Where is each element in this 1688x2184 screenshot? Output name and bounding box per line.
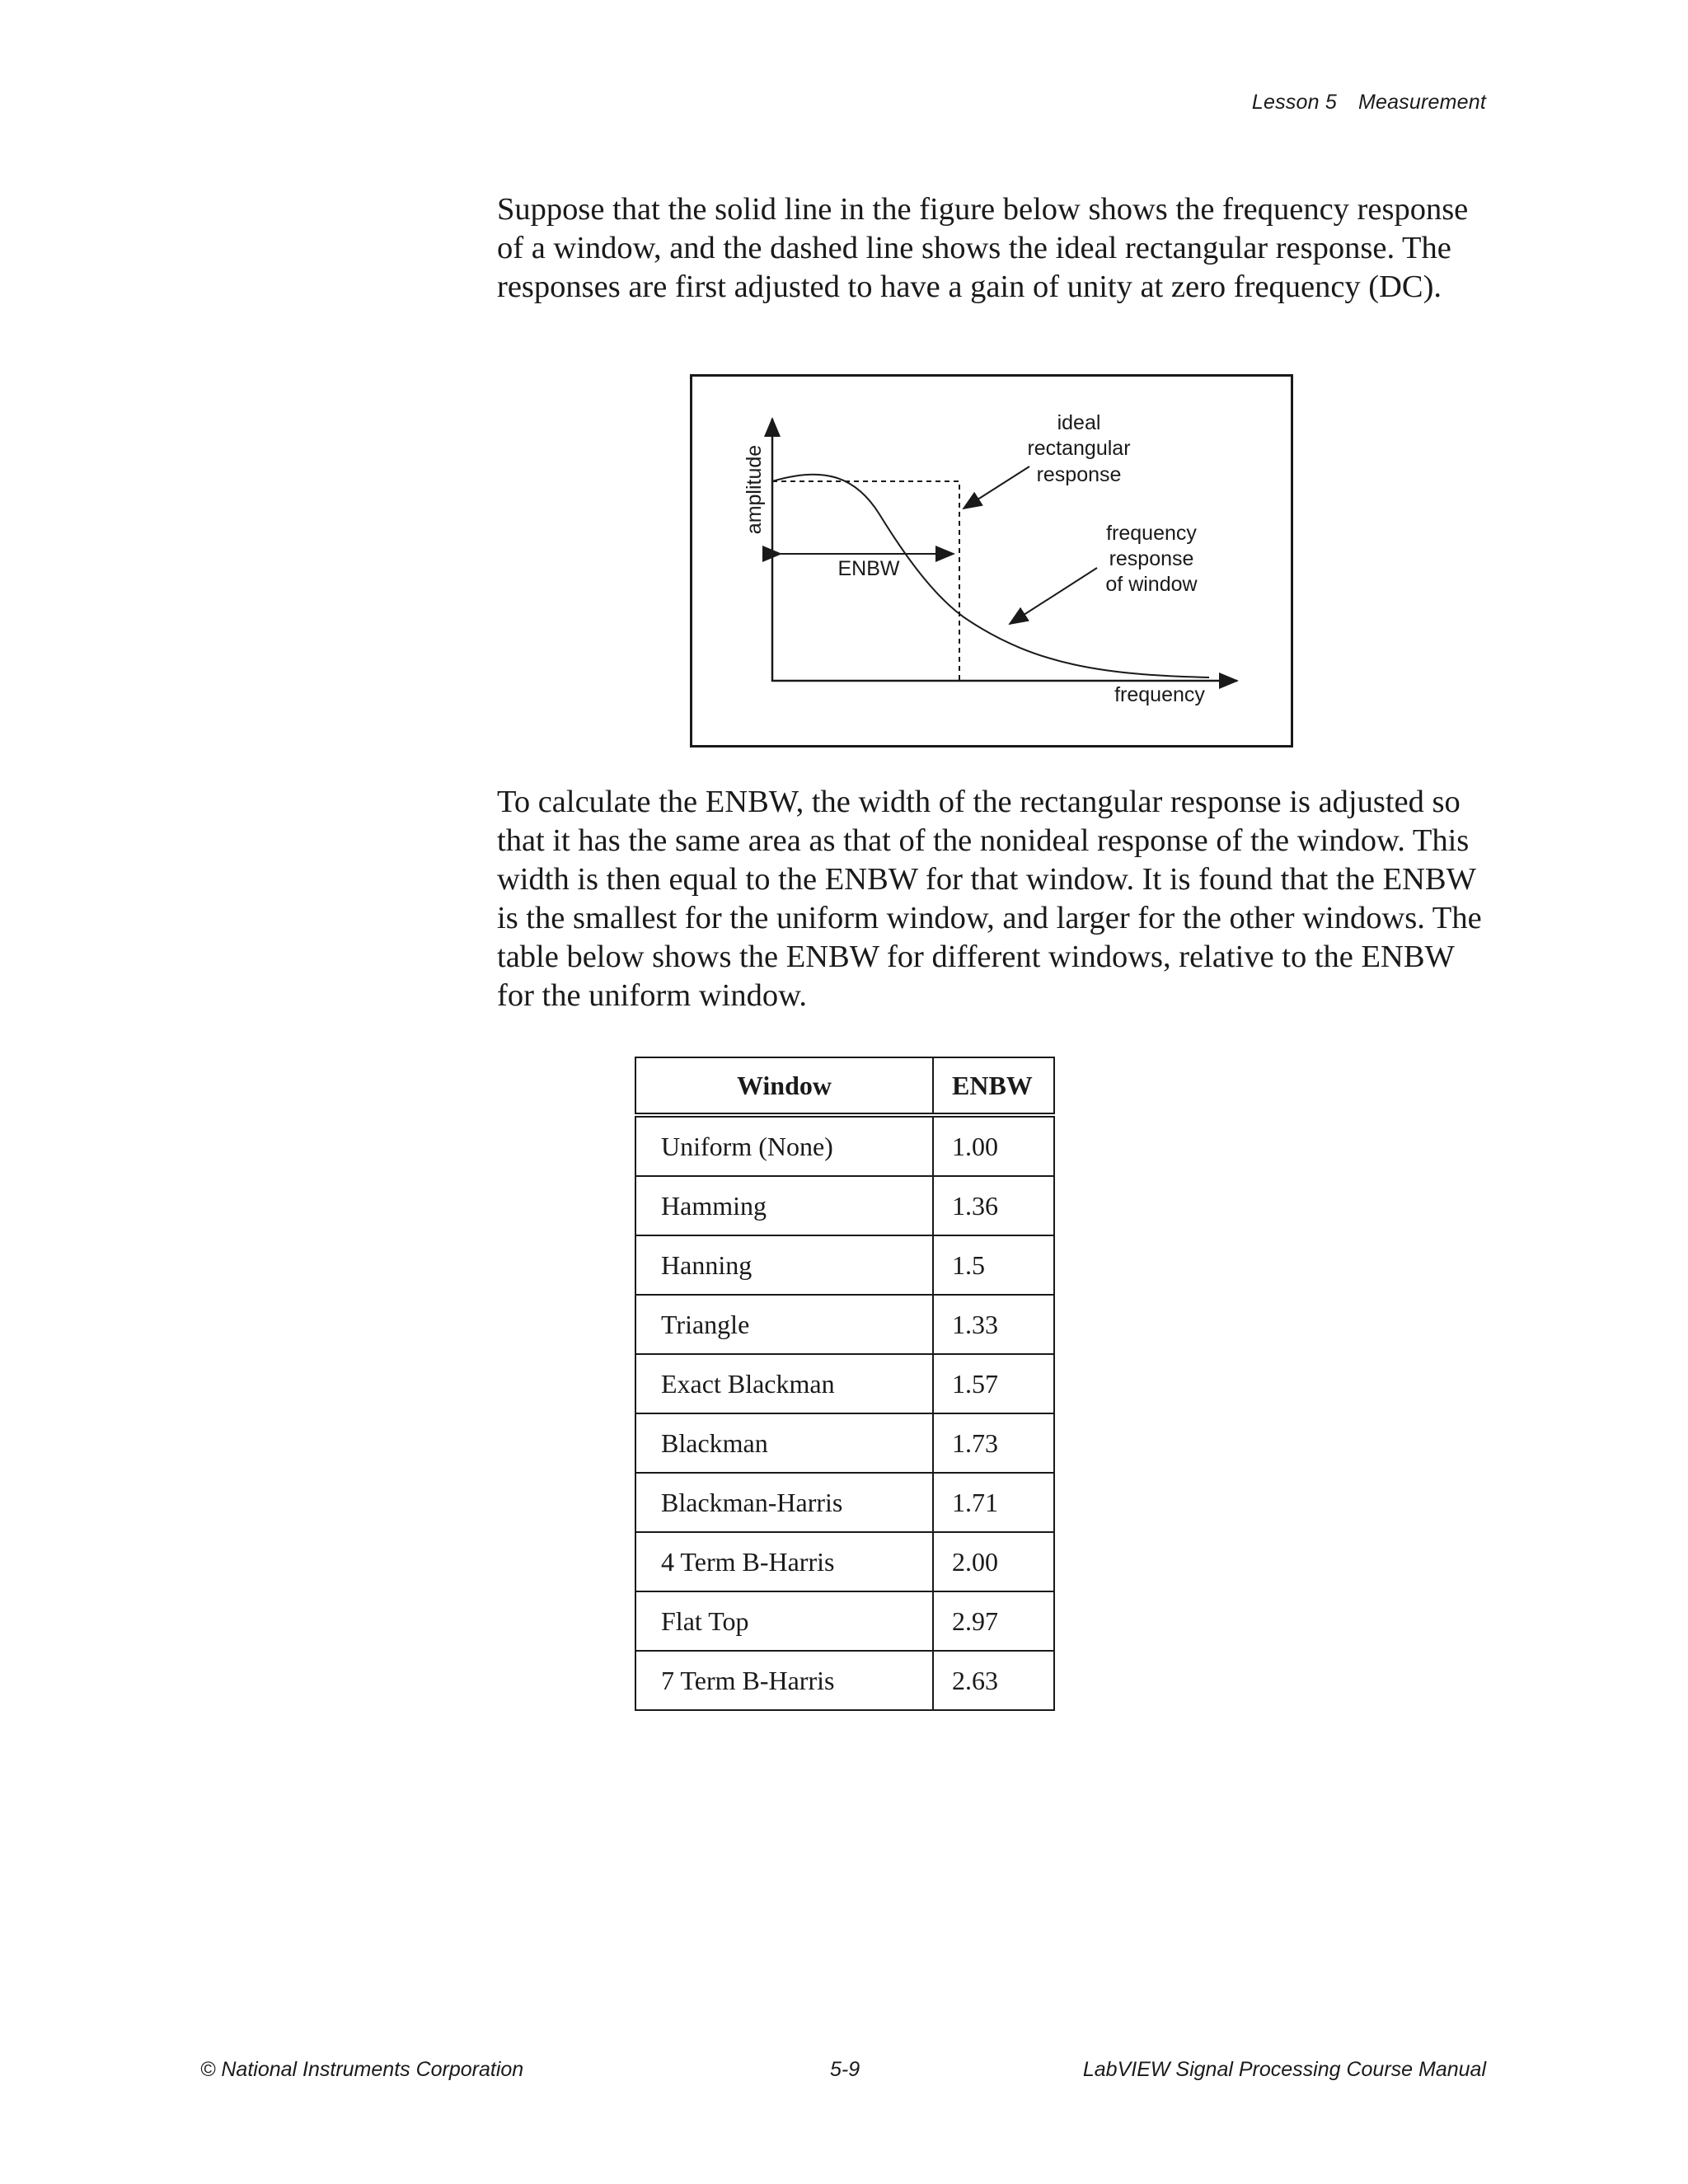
enbw-value: 1.57 bbox=[933, 1354, 1054, 1413]
window-label-line3: of window bbox=[1105, 573, 1198, 596]
table-row bbox=[635, 1354, 1054, 1413]
enbw-value: 1.71 bbox=[933, 1473, 1054, 1532]
ideal-label-line3: response bbox=[1036, 463, 1122, 486]
table-row bbox=[635, 1295, 1054, 1354]
table-row bbox=[635, 1235, 1054, 1295]
enbw-value: 1.5 bbox=[933, 1235, 1054, 1295]
table-row bbox=[635, 1651, 1054, 1710]
enbw-value: 2.00 bbox=[933, 1532, 1054, 1591]
running-header bbox=[1252, 91, 1486, 115]
enbw-value: 1.00 bbox=[933, 1115, 1054, 1176]
window-name: Flat Top bbox=[635, 1591, 933, 1651]
table-row bbox=[635, 1473, 1054, 1532]
window-name: Hamming bbox=[635, 1176, 933, 1235]
ideal-label-line1: ideal bbox=[1057, 411, 1101, 434]
intro-paragraph: Suppose that the solid line in the figure below shows the frequency response of a window, and the dashed line shows the ideal rectangular response. The responses are first adjusted to have a gain of unity at zero frequency (DC). bbox=[497, 192, 1469, 304]
window-label-line1: frequency bbox=[1106, 522, 1197, 545]
window-name: Blackman-Harris bbox=[635, 1473, 933, 1532]
table-row bbox=[635, 1413, 1054, 1473]
header-window: Window bbox=[635, 1057, 933, 1115]
table-row bbox=[635, 1115, 1054, 1176]
header-enbw: ENBW bbox=[933, 1057, 1054, 1115]
enbw-value: 1.36 bbox=[933, 1176, 1054, 1235]
footer-manual-title: LabVIEW Signal Processing Course Manual bbox=[1082, 2058, 1486, 2081]
ideal-rectangular-response bbox=[772, 481, 959, 681]
enbw-value: 2.63 bbox=[933, 1651, 1054, 1710]
window-name: Uniform (None) bbox=[635, 1115, 933, 1176]
footer-copyright: © National Instruments Corporation bbox=[200, 2058, 524, 2081]
window-name: Exact Blackman bbox=[635, 1354, 933, 1413]
footer-page-number: 5-9 bbox=[830, 2058, 860, 2081]
enbw-table bbox=[635, 1057, 1055, 1711]
window-name: 4 Term B-Harris bbox=[635, 1532, 933, 1591]
enbw-value: 1.73 bbox=[933, 1413, 1054, 1473]
enbw-diagram bbox=[690, 374, 1293, 748]
ideal-callout-arrow bbox=[964, 466, 1029, 509]
table-row bbox=[635, 1176, 1054, 1235]
enbw-value: 2.97 bbox=[933, 1591, 1054, 1651]
header-lesson: Lesson 5 bbox=[1251, 91, 1337, 114]
table-row bbox=[635, 1591, 1054, 1651]
window-callout-arrow bbox=[1010, 568, 1097, 624]
y-axis-label: amplitude bbox=[743, 444, 766, 535]
window-name: Triangle bbox=[635, 1295, 933, 1354]
enbw-explanation-paragraph: To calculate the ENBW, the width of the rectangular response is adjusted so that it has the same area as that of the nonideal response of the window. This width is then equal to the ENBW for that window. It is found that the ENBW is the smallest for the uniform window, and larger for the other windows. The table below shows the ENBW for different windows, relative to the ENBW for the uniform window. bbox=[497, 785, 1482, 1013]
table-row bbox=[635, 1532, 1054, 1591]
enbw-label: ENBW bbox=[837, 557, 900, 580]
ideal-label-line2: rectangular bbox=[1027, 437, 1131, 460]
table-header-row bbox=[635, 1057, 1054, 1115]
header-section: Measurement bbox=[1357, 91, 1486, 114]
window-name: Blackman bbox=[635, 1413, 933, 1473]
enbw-figure bbox=[690, 374, 1293, 748]
window-label-line2: response bbox=[1109, 547, 1194, 570]
enbw-value: 1.33 bbox=[933, 1295, 1054, 1354]
window-name: Hanning bbox=[635, 1235, 933, 1295]
x-axis-label: frequency bbox=[1114, 683, 1205, 706]
window-name: 7 Term B-Harris bbox=[635, 1651, 933, 1710]
